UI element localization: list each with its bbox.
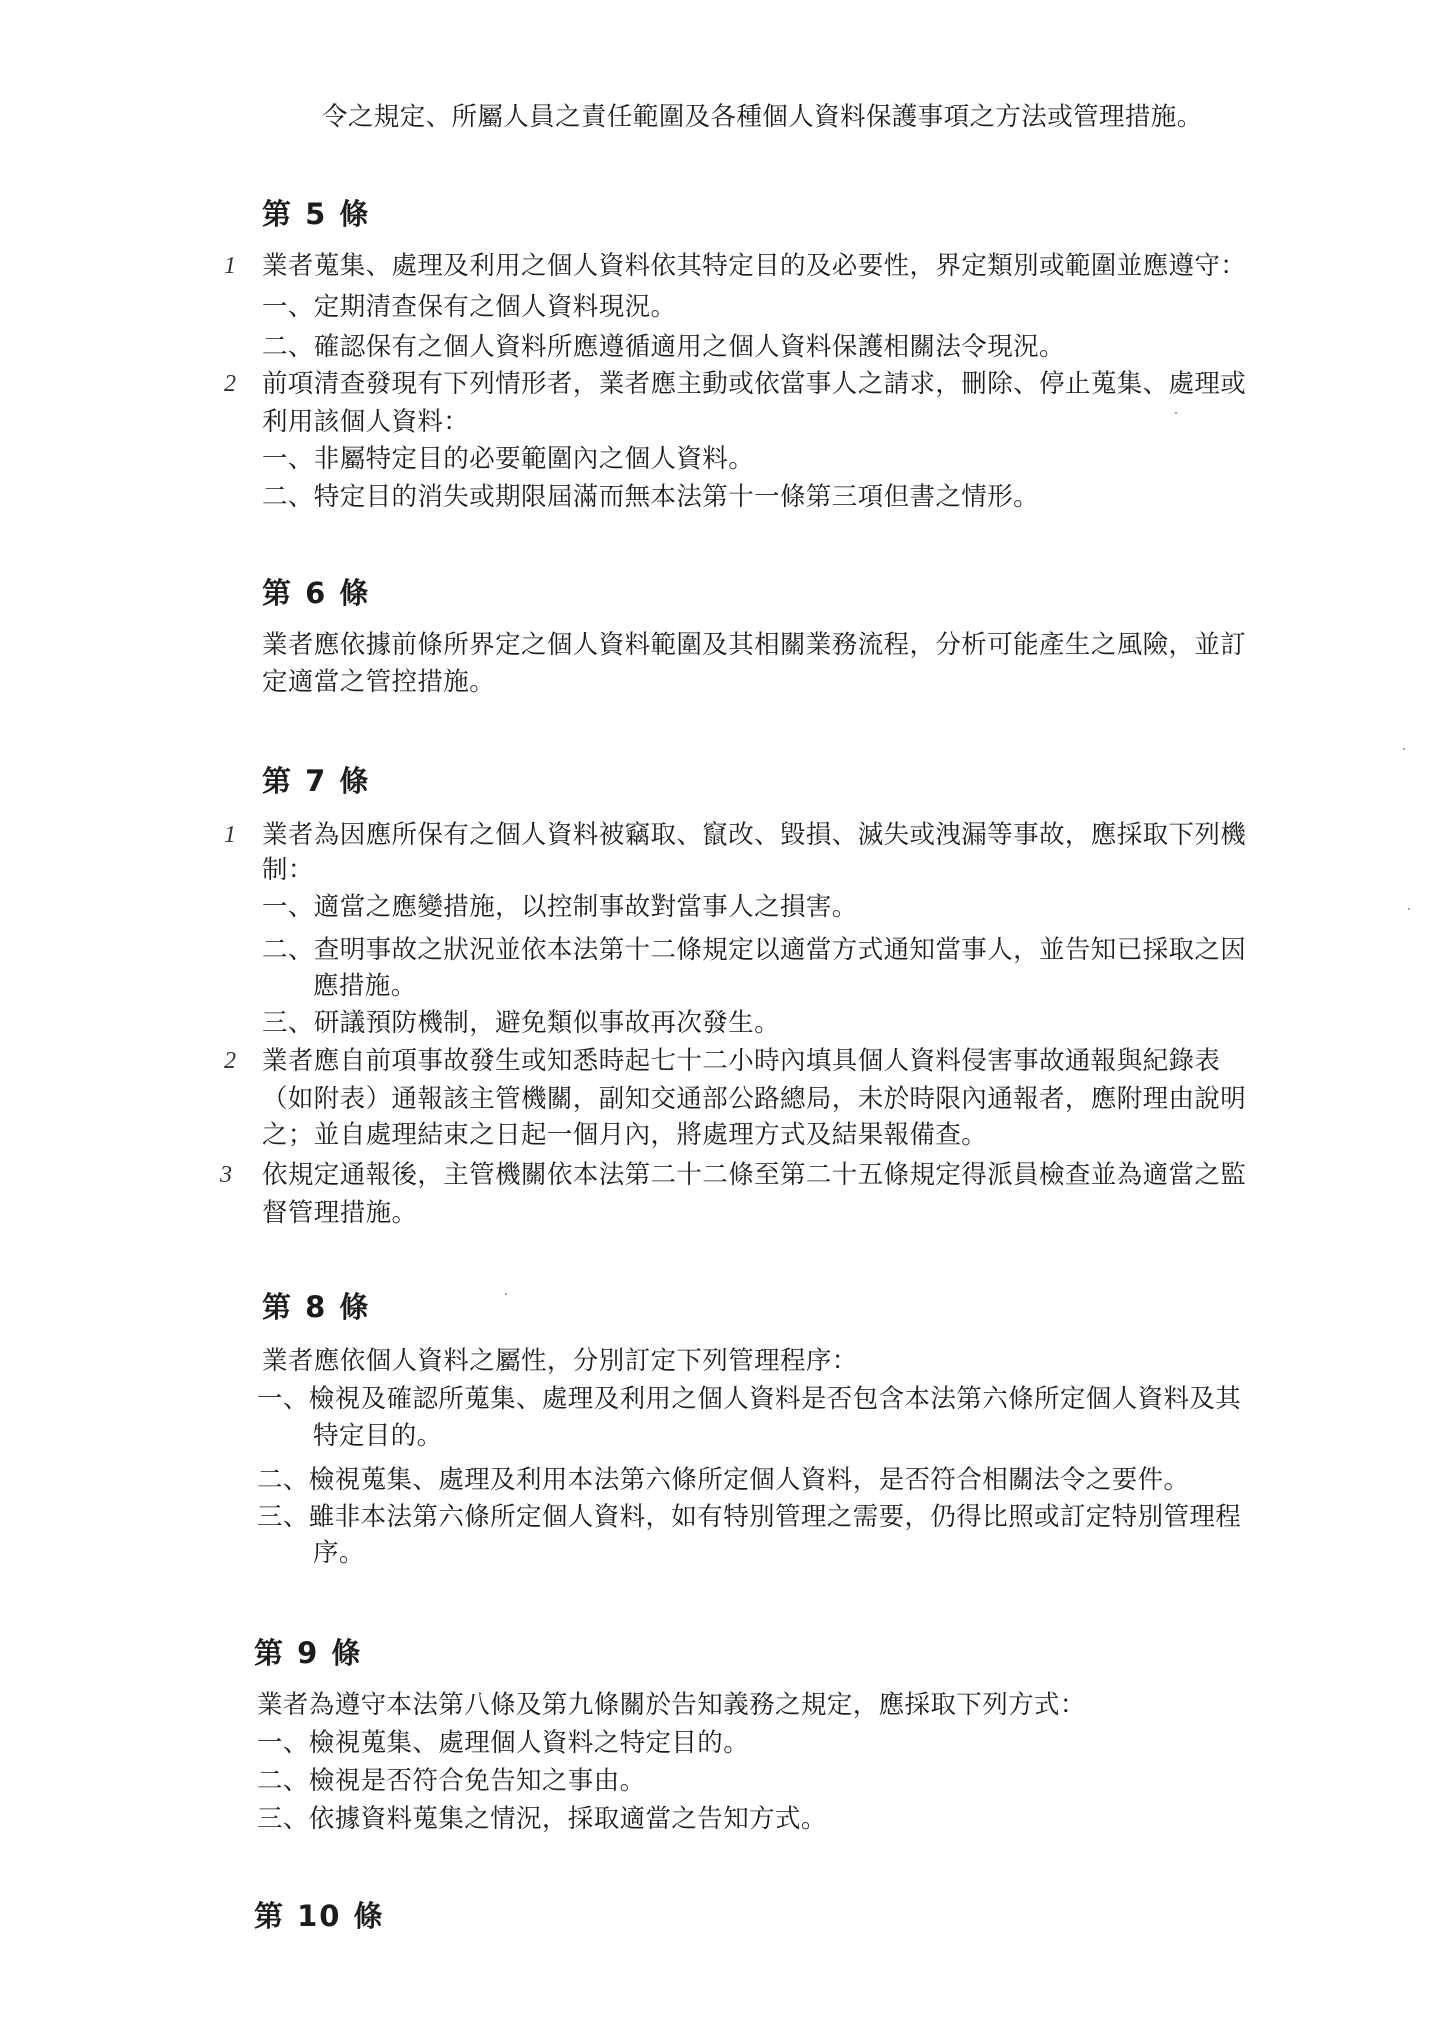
list-item: 二、檢視蒐集、處理及利用本法第六條所定個人資料，是否符合相關法令之要件。 bbox=[257, 1465, 1190, 1495]
article-7-heading: 第 7 條 bbox=[262, 764, 371, 798]
paragraph-number: 1 bbox=[224, 253, 236, 279]
list-item: 一、檢視及確認所蒐集、處理及利用之個人資料是否包含本法第六條所定個人資料及其 bbox=[257, 1384, 1242, 1414]
text-line: 序。 bbox=[313, 1538, 365, 1568]
text-line: 業者應依個人資料之屬性，分別訂定下列管理程序： bbox=[262, 1346, 858, 1376]
article-5-heading: 第 5 條 bbox=[262, 197, 371, 231]
scan-speck bbox=[1175, 412, 1177, 414]
list-item: 二、檢視是否符合免告知之事由。 bbox=[257, 1766, 646, 1796]
paragraph-number: 1 bbox=[224, 822, 236, 848]
scan-speck bbox=[1408, 908, 1410, 910]
article-6-heading: 第 6 條 bbox=[262, 576, 371, 610]
text-line: 業者為遵守本法第八條及第九條關於告知義務之規定，應採取下列方式： bbox=[257, 1690, 1086, 1720]
paragraph-number: 2 bbox=[224, 1048, 236, 1074]
list-item: 二、查明事故之狀況並依本法第十二條規定以適當方式通知當事人，並告知已採取之因 bbox=[262, 935, 1247, 965]
text-line: 特定目的。 bbox=[313, 1421, 443, 1451]
text-line: 督管理措施。 bbox=[262, 1198, 418, 1228]
text-line: 業者為因應所保有之個人資料被竊取、竄改、毀損、滅失或洩漏等事故，應採取下列機 bbox=[262, 820, 1247, 850]
text-line: 業者應自前項事故發生或知悉時起七十二小時內填具個人資料侵害事故通報與紀錄表 bbox=[262, 1046, 1221, 1076]
article-8-heading: 第 8 條 bbox=[262, 1290, 371, 1324]
list-item: 二、確認保有之個人資料所應遵循適用之個人資料保護相關法令現況。 bbox=[262, 332, 1065, 362]
paragraph-number: 2 bbox=[224, 371, 236, 397]
article-10-heading: 第 10 條 bbox=[254, 1899, 385, 1933]
text-line: 利用該個人資料： bbox=[262, 407, 470, 437]
list-item: 一、非屬特定目的必要範圍內之個人資料。 bbox=[262, 444, 755, 474]
list-item: 一、適當之應變措施，以控制事故對當事人之損害。 bbox=[262, 892, 858, 922]
scan-speck bbox=[505, 1293, 507, 1295]
list-item: 二、特定目的消失或期限屆滿而無本法第十一條第三項但書之情形。 bbox=[262, 482, 1040, 512]
article-9-heading: 第 9 條 bbox=[254, 1636, 363, 1670]
text-line: 之；並自處理結束之日起一個月內，將處理方式及結果報備查。 bbox=[262, 1120, 988, 1150]
list-item: 三、依據資料蒐集之情況，採取適當之告知方式。 bbox=[257, 1804, 827, 1834]
text-line: 定適當之管控措施。 bbox=[262, 667, 496, 697]
text-line: 令之規定、所屬人員之責任範圍及各種個人資料保護事項之方法或管理措施。 bbox=[322, 102, 1203, 132]
text-line: 業者應依據前條所界定之個人資料範圍及其相關業務流程，分析可能產生之風險，並訂 bbox=[262, 630, 1247, 660]
list-item: 一、定期清查保有之個人資料現況。 bbox=[262, 292, 677, 322]
text-line: 依規定通報後，主管機關依本法第二十二條至第二十五條規定得派員檢查並為適當之監 bbox=[262, 1160, 1247, 1190]
text-line: （如附表）通報該主管機關，副知交通部公路總局，未於時限內通報者，應附理由說明 bbox=[262, 1084, 1247, 1114]
paragraph-number: 3 bbox=[220, 1162, 232, 1188]
list-item: 一、檢視蒐集、處理個人資料之特定目的。 bbox=[257, 1728, 750, 1758]
text-line: 應措施。 bbox=[313, 971, 417, 1001]
text-line: 制： bbox=[262, 855, 314, 885]
list-item: 三、雖非本法第六條所定個人資料，如有特別管理之需要，仍得比照或訂定特別管理程 bbox=[257, 1502, 1242, 1532]
text-line: 前項清查發現有下列情形者，業者應主動或依當事人之請求，刪除、停止蒐集、處理或 bbox=[262, 369, 1247, 399]
list-item: 三、研議預防機制，避免類似事故再次發生。 bbox=[262, 1008, 781, 1038]
scan-speck bbox=[1403, 748, 1405, 750]
text-line: 業者蒐集、處理及利用之個人資料依其特定目的及必要性，界定類別或範圍並應遵守： bbox=[262, 251, 1247, 281]
